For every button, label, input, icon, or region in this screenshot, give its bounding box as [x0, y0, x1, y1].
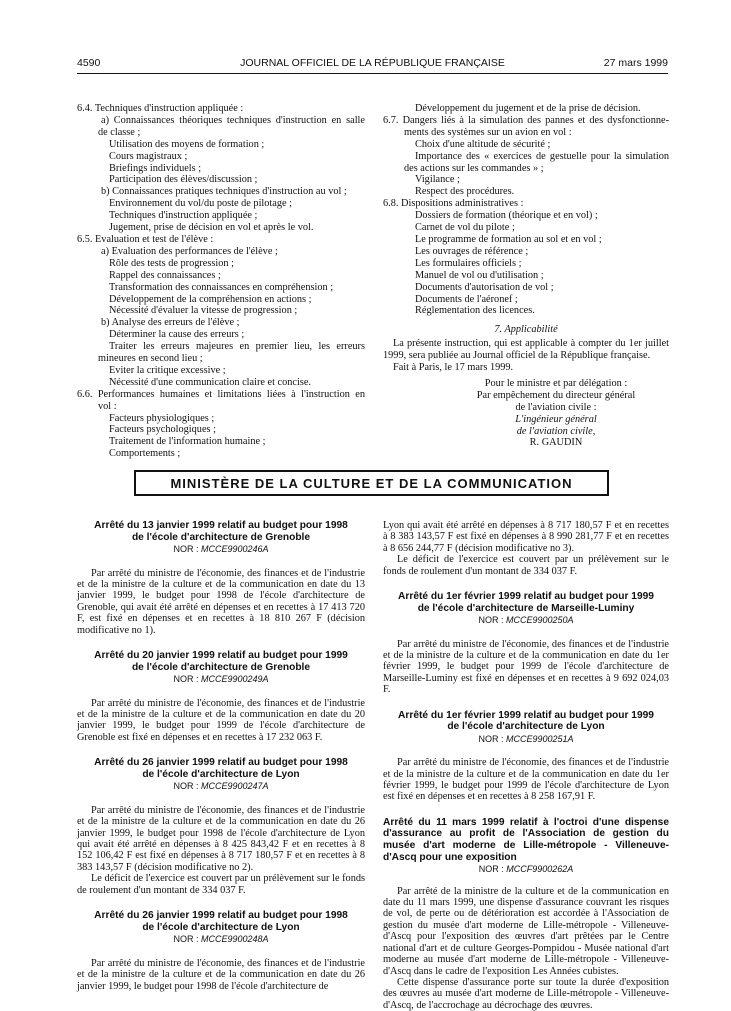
text-line: mineures en second lieu ;: [98, 353, 203, 365]
list-item: Déterminer la cause des erreurs ;: [109, 329, 245, 341]
nor-label: NOR :: [173, 674, 199, 685]
list-item: Choix d'une altitude de sécurité ;: [415, 138, 551, 150]
signature-line: de l'aviation civile,: [516, 425, 596, 437]
page-header: [77, 57, 668, 73]
section-heading: 6.7. Dangers liés à la simulation des pannes et des dysfonctionne-: [383, 114, 669, 126]
article-paragraph: Cette dispense d'assurance porte sur toute la durée d'exposition des œuvres au musée d'art moderne de Lille-métropole - Villeneuve-d'Ascq, de l'accrochage au décrochage des œuvres.: [383, 976, 669, 1011]
article-title: Arrêté du 26 janvier 1999 relatif au budget pour 1998 de l'école d'architecture de Lyon: [94, 910, 348, 933]
header-rule: [77, 73, 668, 74]
decree-article: [383, 710, 669, 803]
list-item: Développement de la compréhension en actions ;: [109, 293, 312, 305]
list-item: Transformation des connaissances en compréhension ;: [109, 281, 334, 293]
nor-code: MCCE9900247A: [200, 781, 269, 792]
section-heading: 6.8. Dispositions administratives :: [383, 198, 524, 210]
section-heading: 6.6. Performances humaines et limitations liées à l'instruction en: [77, 388, 365, 400]
nor-reference: [77, 781, 365, 792]
list-item: Techniques d'instruction appliquée ;: [109, 210, 258, 222]
nor-reference: [77, 934, 365, 945]
list-item: Vigilance ;: [415, 174, 460, 186]
article-title: Arrêté du 1er février 1999 relatif au budget pour 1999 de l'école d'architecture de Lyon: [398, 709, 654, 733]
decree-article: [77, 650, 365, 743]
signature-line: Pour le ministre et par délégation :: [484, 377, 628, 389]
list-item: Réglementation des licences.: [415, 305, 535, 317]
list-item: Les ouvrages de référence ;: [415, 245, 529, 257]
article-title: Arrêté du 1er février 1999 relatif au budget pour 1999 de l'école d'architecture de Marseille-Luminy: [398, 591, 654, 614]
issue-date: 27 mars 1999: [603, 57, 668, 69]
list-item: Les formulaires officiels ;: [415, 257, 522, 269]
article-paragraph: Par arrêté du ministre de l'économie, des finances et de l'industrie et de la ministre de la culture et de la communication en date du 20 janvier 1999, le budget pour 1999 de l'école d'architecture de Grenoble est fixé en dépenses et en recettes à 17 232 063 F.: [77, 697, 365, 743]
nor-reference: [77, 674, 365, 685]
list-item: Cours magistraux ;: [109, 150, 188, 162]
text-line: ments des systèmes sur un avion en vol :: [404, 126, 572, 138]
nor-label: NOR :: [173, 544, 199, 555]
list-item: Traiter les erreurs majeures en premier lieu, les erreurs: [109, 341, 365, 353]
nor-code: MCCE9900249A: [200, 674, 269, 685]
nor-label: NOR :: [173, 781, 199, 792]
article-paragraph: Le déficit de l'exercice est couvert par un prélèvement sur le fonds de roulement d'un montant de 334 037 F.: [383, 554, 669, 577]
nor-code: MCCE9900250A: [505, 615, 574, 626]
list-item: Facteurs psychologiques ;: [109, 424, 216, 436]
applicability-text: 1999, sera publiée au Journal officiel de la République française.: [383, 350, 651, 362]
bottom-right-column: [383, 520, 669, 1011]
decree-article: [77, 757, 365, 896]
list-item: Rôle des tests de progression ;: [109, 257, 234, 269]
text-line: a) Evaluation des performances de l'élève ;: [101, 245, 278, 257]
list-item: Importance des « exercices de gestuelle pour la simulation: [415, 150, 669, 162]
list-item: Facteurs physiologiques ;: [109, 412, 215, 424]
nor-code: MCCE9900246A: [200, 544, 269, 555]
article-paragraph: Le déficit de l'exercice est couvert par un prélèvement sur le fonds de roulement d'un montant de 334 037 F.: [77, 873, 365, 896]
decree-article: [77, 910, 365, 992]
list-item: Nécessité d'évaluer la vitesse de progression ;: [109, 305, 298, 317]
list-item: Eviter la critique excessive ;: [109, 364, 226, 376]
list-item: Jugement, prise de décision en vol et après le vol.: [109, 222, 314, 234]
article-paragraph: Par arrêté du ministre de l'économie, des finances et de l'industrie et de la ministre de la culture et de la communication en date du 1er février 1999, le budget pour 1999 de l'école d'architecture de Marseille-Luminy est fixé en dépenses et en recettes à 9 692 024,03 F.: [383, 638, 669, 696]
list-item: Participation des élèves/discussion ;: [109, 174, 258, 186]
ministry-title: MINISTÈRE DE LA CULTURE ET DE LA COMMUNICATION: [170, 475, 573, 491]
article-paragraph: Par arrêté du ministre de l'économie, des finances et de l'industrie et de la ministre de la culture et de la communication en date du 13 janvier 1999, le budget pour 1998 de l'école d'architecture de Grenoble, qui avait été arrêté en dépenses et en recettes à 17 413 720 F, est fixé en dépenses et en recettes à 18 810 267 F (décision modificative no 1).: [77, 567, 365, 636]
list-item: Rappel des connaissances ;: [109, 269, 221, 281]
text-line: b) Connaissances pratiques techniques d'instruction au vol ;: [101, 186, 347, 198]
article-paragraph: Par arrêté du ministre de l'économie, des finances et de l'industrie et de la ministre de la culture et de la communication en date du 26 janvier 1999, le budget pour 1998 de l'école d'architecture de Lyon qui avait été arrêté en dépenses à 8 425 843,42 F et en recettes à 8 152 106,42 F est fixé en dépenses à 8 717 180,57 F et en recettes à 8 383 143,57 F (décision modificative no 2).: [77, 804, 365, 873]
signing-date: Fait à Paris, le 17 mars 1999.: [393, 362, 514, 374]
article-title: Arrêté du 11 mars 1999 relatif à l'octroi d'une dispense d'assurance au profit de l'Association de gestion du musée d'art moderne de Lille-métropole - Villeneuve-d'Ascq pour une exposition: [383, 816, 669, 863]
bottom-left-column: [77, 520, 365, 992]
nor-label: NOR :: [478, 864, 504, 875]
signatory-name: R. GAUDIN: [529, 437, 583, 449]
list-item: Le programme de formation au sol et en vol ;: [415, 233, 602, 245]
page-number: 4590: [77, 57, 101, 69]
text-line: a) Connaissances théoriques techniques d'instruction en salle: [101, 114, 365, 126]
nor-code: MCCE9900248A: [200, 934, 269, 945]
section-heading: 6.5. Evaluation et test de l'élève :: [77, 233, 214, 245]
list-item: Nécessité d'une communication claire et concise.: [109, 376, 311, 388]
text-line: vol :: [98, 400, 117, 412]
signature-block: [383, 378, 669, 449]
nor-code: MCCE9900251A: [505, 733, 574, 744]
text-line: b) Analyse des erreurs de l'élève ;: [101, 317, 240, 329]
nor-label: NOR :: [173, 934, 199, 945]
signature-line: L'ingénieur général: [515, 413, 597, 425]
list-item: Dossiers de formation (théorique et en vol) ;: [415, 210, 598, 222]
list-item: Briefings individuels ;: [109, 162, 202, 174]
top-left-column: [77, 103, 365, 460]
article-title: Arrêté du 13 janvier 1999 relatif au budget pour 1998 de l'école d'architecture de Grenoble: [94, 520, 348, 543]
nor-code: MCCF9900262A: [506, 864, 574, 875]
signature-line: Par empêchement du directeur général: [476, 389, 636, 401]
signature-line: de l'aviation civile :: [515, 401, 597, 413]
journal-title: JOURNAL OFFICIEL DE LA RÉPUBLIQUE FRANÇAISE: [240, 57, 505, 69]
nor-reference: [383, 734, 669, 745]
applicability-heading: 7. Applicabilité: [494, 324, 558, 336]
article-paragraph: Par arrêté du ministre de l'économie, des finances et de l'industrie et de la ministre de la culture et de la communication en date du 1er février 1999, le budget pour 1999 de l'école d'architecture de Lyon est fixé en dépenses et en recettes à 8 258 167,91 F.: [383, 757, 669, 803]
nor-reference: [383, 615, 669, 626]
decree-article: [77, 520, 365, 636]
article-title: Arrêté du 20 janvier 1999 relatif au budget pour 1999 de l'école d'architecture de Grenoble: [94, 650, 348, 673]
nor-reference: [77, 544, 365, 555]
list-item: Développement du jugement et de la prise de décision.: [415, 103, 641, 114]
decree-article: [383, 591, 669, 696]
article-paragraph: Lyon qui avait été arrêté en dépenses à 8 717 180,57 F et en recettes à 8 383 143,57 F est fixé en dépenses à 8 990 281,77 F et en recettes à 8 656 244,77 F (décision modificative no 3).: [383, 520, 669, 554]
section-heading: 6.4. Techniques d'instruction appliquée :: [77, 103, 244, 114]
list-item: Environnement du vol/du poste de pilotage ;: [109, 198, 293, 210]
nor-label: NOR :: [478, 615, 504, 626]
list-item: Utilisation des moyens de formation ;: [109, 138, 265, 150]
list-item: Manuel de vol ou d'utilisation ;: [415, 269, 544, 281]
list-item: Traitement de l'information humaine ;: [109, 436, 266, 448]
list-item: Comportements ;: [109, 448, 181, 460]
decree-article: [383, 817, 669, 1011]
article-paragraph: Par arrêté de la ministre de la culture et de la communication en date du 11 mars 1999, une dispense d'assurance couvrant les risques de vol, de perte ou de détérioration est accordée à l'Association de gestion du musée d'art moderne de Lille-métropole - Villeneuve-d'Ascq pour l'exposition des œuvres d'art prêtées par le Centre national d'art et de culture Georges-Pompidou - Musée national d'art moderne au musée d'art moderne de Lille-métropole - Villeneuve-d'Ascq dans le cadre de l'exposition Les Années cubistes.: [383, 885, 669, 977]
text-line: de classe ;: [98, 126, 141, 138]
article-title: Arrêté du 26 janvier 1999 relatif au budget pour 1998 de l'école d'architecture de Lyon: [94, 757, 348, 780]
nor-label: NOR :: [478, 733, 504, 744]
nor-reference: [383, 864, 669, 875]
top-right-column: [383, 103, 669, 449]
article-continuation: [383, 520, 669, 577]
text-line: des actions sur les commandes » ;: [404, 162, 544, 174]
applicability-text: La présente instruction, qui est applicable à compter du 1er juillet: [393, 338, 669, 350]
article-paragraph: Par arrêté du ministre de l'économie, des finances et de l'industrie et de la ministre de la culture et de la communication en date du 26 janvier 1999, le budget pour 1998 de l'école d'architecture de: [77, 957, 365, 992]
ministry-banner: [135, 471, 608, 495]
list-item: Carnet de vol du pilote ;: [415, 222, 515, 234]
list-item: Documents de l'aéronef ;: [415, 293, 518, 305]
list-item: Documents d'autorisation de vol ;: [415, 281, 554, 293]
list-item: Respect des procédures.: [415, 186, 515, 198]
